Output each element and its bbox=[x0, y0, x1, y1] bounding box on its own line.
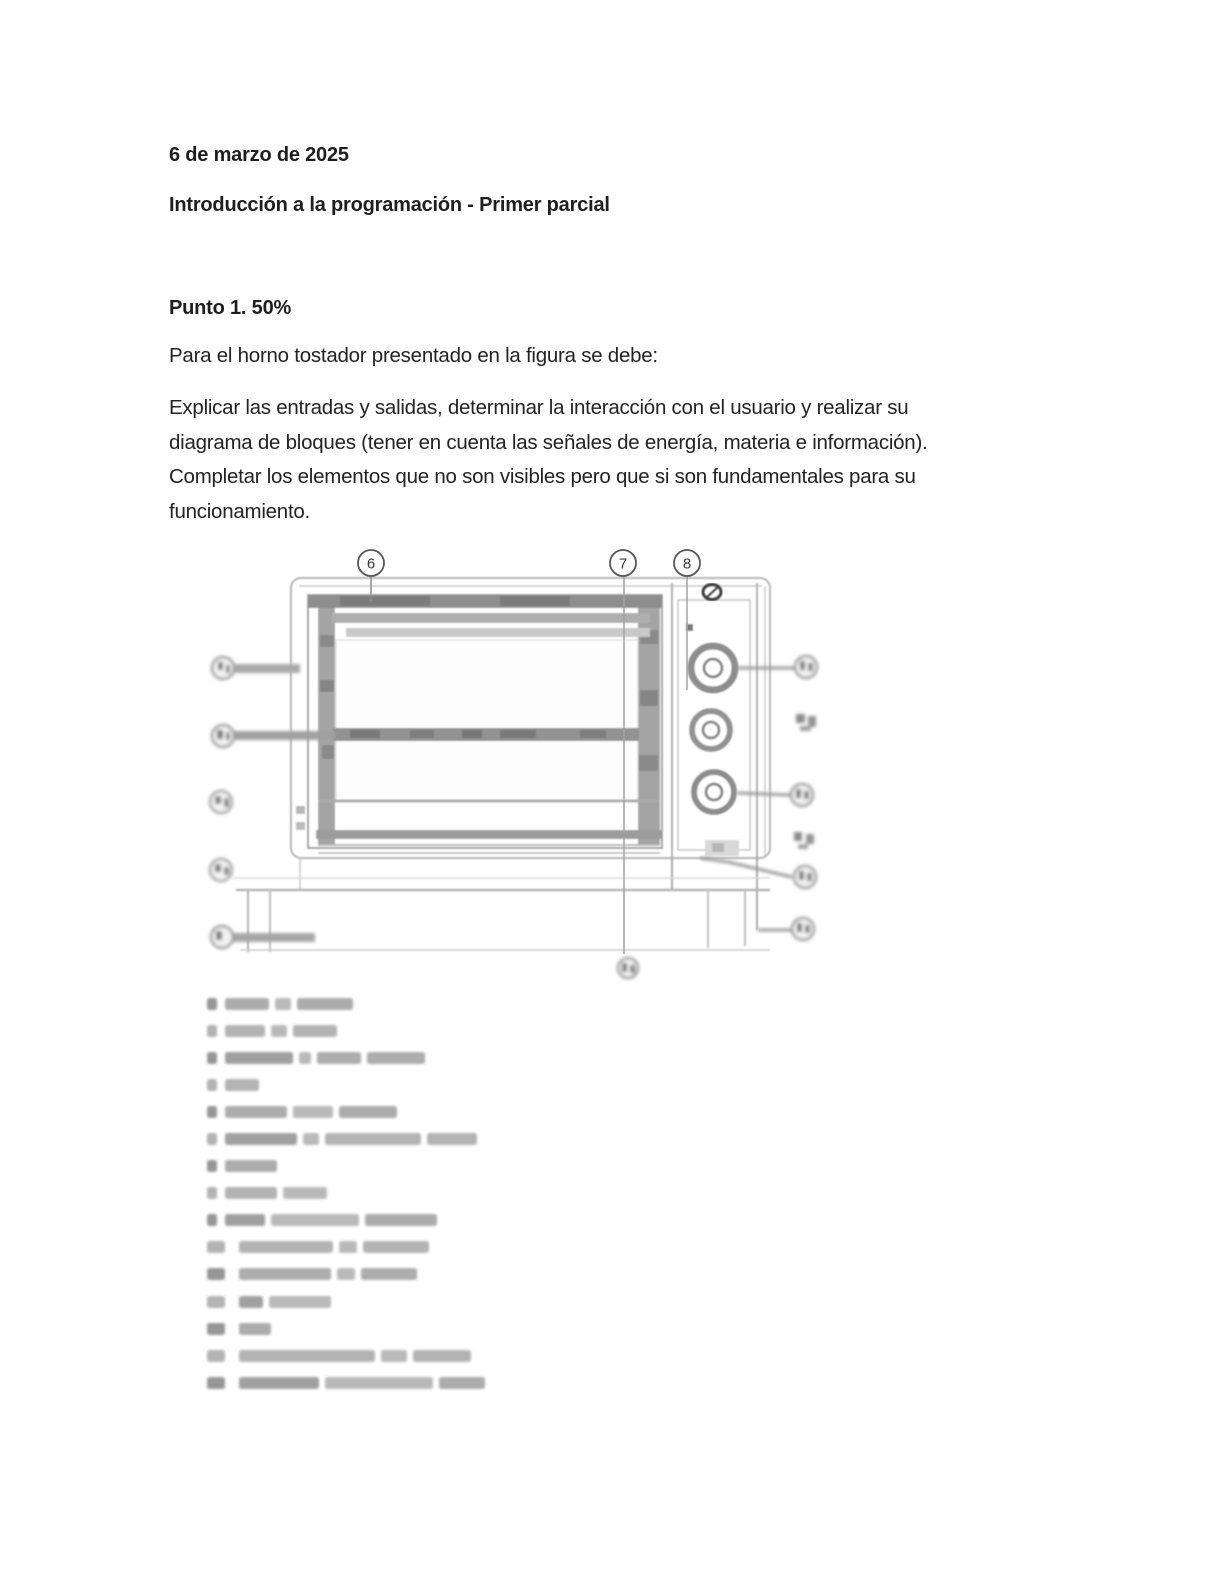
illegible-word-blob bbox=[293, 1025, 337, 1037]
right-callout-6 bbox=[792, 918, 814, 940]
illegible-word-blob bbox=[239, 1323, 271, 1335]
item-number-blob bbox=[207, 1296, 225, 1308]
date-heading: 6 de marzo de 2025 bbox=[169, 144, 349, 166]
illegible-word-blob bbox=[271, 1214, 359, 1226]
item-number-blob bbox=[207, 1052, 217, 1064]
item-number-blob bbox=[207, 1025, 217, 1037]
illegible-word-blob bbox=[365, 1214, 437, 1226]
parts-list-item-9 bbox=[207, 1207, 491, 1234]
parts-list-item-15 bbox=[207, 1369, 491, 1396]
right-callout-3 bbox=[791, 784, 813, 806]
illegible-word-blob bbox=[225, 1214, 265, 1226]
item-number-blob bbox=[207, 1106, 217, 1118]
right-callout-1 bbox=[795, 656, 817, 678]
intro-paragraph: Para el horno tostador presentado en la figura se debe: bbox=[169, 344, 658, 367]
illegible-word-blob bbox=[269, 1296, 331, 1308]
item-number-blob bbox=[207, 1214, 217, 1226]
parts-list-item-14 bbox=[207, 1342, 491, 1369]
illegible-word-blob bbox=[339, 1106, 397, 1118]
illegible-word-blob bbox=[225, 1025, 265, 1037]
illegible-word-blob bbox=[299, 1052, 311, 1064]
illegible-word-blob bbox=[361, 1268, 417, 1280]
toaster-oven-diagram bbox=[200, 540, 845, 985]
toaster-oven-figure bbox=[200, 540, 845, 985]
illegible-word-blob bbox=[239, 1241, 333, 1253]
item-number-blob bbox=[207, 1133, 217, 1145]
illegible-word-blob bbox=[239, 1268, 331, 1280]
parts-list-item-4 bbox=[207, 1071, 491, 1098]
task-paragraph bbox=[169, 391, 927, 529]
illegible-word-blob bbox=[381, 1350, 407, 1362]
item-number-blob bbox=[207, 1323, 225, 1335]
callout-8-label: 8 bbox=[682, 555, 692, 573]
course-title: Introducción a la programación - Primer parcial bbox=[169, 194, 610, 216]
illegible-word-blob bbox=[239, 1296, 263, 1308]
illegible-word-blob bbox=[293, 1106, 333, 1118]
parts-list-item-1 bbox=[207, 990, 491, 1017]
illegible-word-blob bbox=[225, 1187, 277, 1199]
task-line-4: funcionamiento. bbox=[169, 499, 310, 523]
item-number-blob bbox=[207, 1350, 225, 1362]
illegible-word-blob bbox=[427, 1133, 477, 1145]
illegible-word-blob bbox=[363, 1241, 429, 1253]
illegible-word-blob bbox=[225, 1052, 293, 1064]
item-number-blob bbox=[207, 998, 217, 1010]
item-number-blob bbox=[207, 1377, 225, 1389]
illegible-word-blob bbox=[225, 998, 269, 1010]
illegible-word-blob bbox=[275, 998, 291, 1010]
parts-list-item-5 bbox=[207, 1098, 491, 1125]
illegible-word-blob bbox=[439, 1377, 485, 1389]
right-callout-4 bbox=[794, 832, 814, 849]
parts-list-item-2 bbox=[207, 1017, 491, 1044]
item-number-blob bbox=[207, 1268, 225, 1280]
callout-8 bbox=[674, 550, 700, 576]
callout-6 bbox=[358, 550, 384, 576]
item-number-blob bbox=[207, 1160, 217, 1172]
oven-body-drawing bbox=[233, 578, 770, 952]
parts-list-item-7 bbox=[207, 1153, 491, 1180]
illegible-word-blob bbox=[325, 1377, 433, 1389]
illegible-word-blob bbox=[225, 1160, 277, 1172]
illegible-word-blob bbox=[239, 1350, 375, 1362]
parts-list-item-8 bbox=[207, 1180, 491, 1207]
illegible-word-blob bbox=[337, 1268, 355, 1280]
right-callout-5 bbox=[794, 866, 816, 888]
illegible-word-blob bbox=[303, 1133, 319, 1145]
parts-list-item-11 bbox=[207, 1261, 491, 1288]
callout-7-label: 7 bbox=[618, 555, 628, 573]
illegible-word-blob bbox=[225, 1133, 297, 1145]
illegible-word-blob bbox=[283, 1187, 327, 1199]
parts-list-item-10 bbox=[207, 1234, 491, 1261]
illegible-word-blob bbox=[325, 1133, 421, 1145]
right-callout-2 bbox=[796, 714, 816, 731]
door-window bbox=[336, 640, 638, 802]
callout-6-label: 6 bbox=[366, 555, 376, 573]
callout-7 bbox=[610, 550, 636, 576]
illegible-word-blob bbox=[225, 1079, 259, 1091]
parts-list-item-12 bbox=[207, 1288, 491, 1315]
illegible-word-blob bbox=[317, 1052, 361, 1064]
parts-list bbox=[207, 990, 491, 1396]
item-number-blob bbox=[207, 1241, 225, 1253]
item-number-blob bbox=[207, 1187, 217, 1199]
item-number-blob bbox=[207, 1079, 217, 1091]
upper-heating-element bbox=[332, 613, 650, 623]
wire-rack bbox=[333, 728, 639, 741]
parts-list-item-6 bbox=[207, 1125, 491, 1152]
parts-list-item-3 bbox=[207, 1044, 491, 1071]
illegible-word-blob bbox=[339, 1241, 357, 1253]
task-line-1: Explicar las entradas y salidas, determinar la interacción con el usuario y realizar su bbox=[169, 396, 909, 419]
illegible-word-blob bbox=[367, 1052, 425, 1064]
illegible-word-blob bbox=[225, 1106, 287, 1118]
task-line-2: diagrama de bloques (tener en cuenta las señales de energía, materia e información). bbox=[169, 430, 928, 454]
parts-list-item-13 bbox=[207, 1315, 491, 1342]
illegible-word-blob bbox=[271, 1025, 287, 1037]
section-heading: Punto 1. 50% bbox=[169, 297, 292, 319]
illegible-word-blob bbox=[413, 1350, 471, 1362]
illegible-word-blob bbox=[239, 1377, 319, 1389]
illegible-word-blob bbox=[297, 998, 353, 1010]
task-line-3: Completar los elementos que no son visibles pero que si son fundamentales para su bbox=[169, 465, 916, 489]
